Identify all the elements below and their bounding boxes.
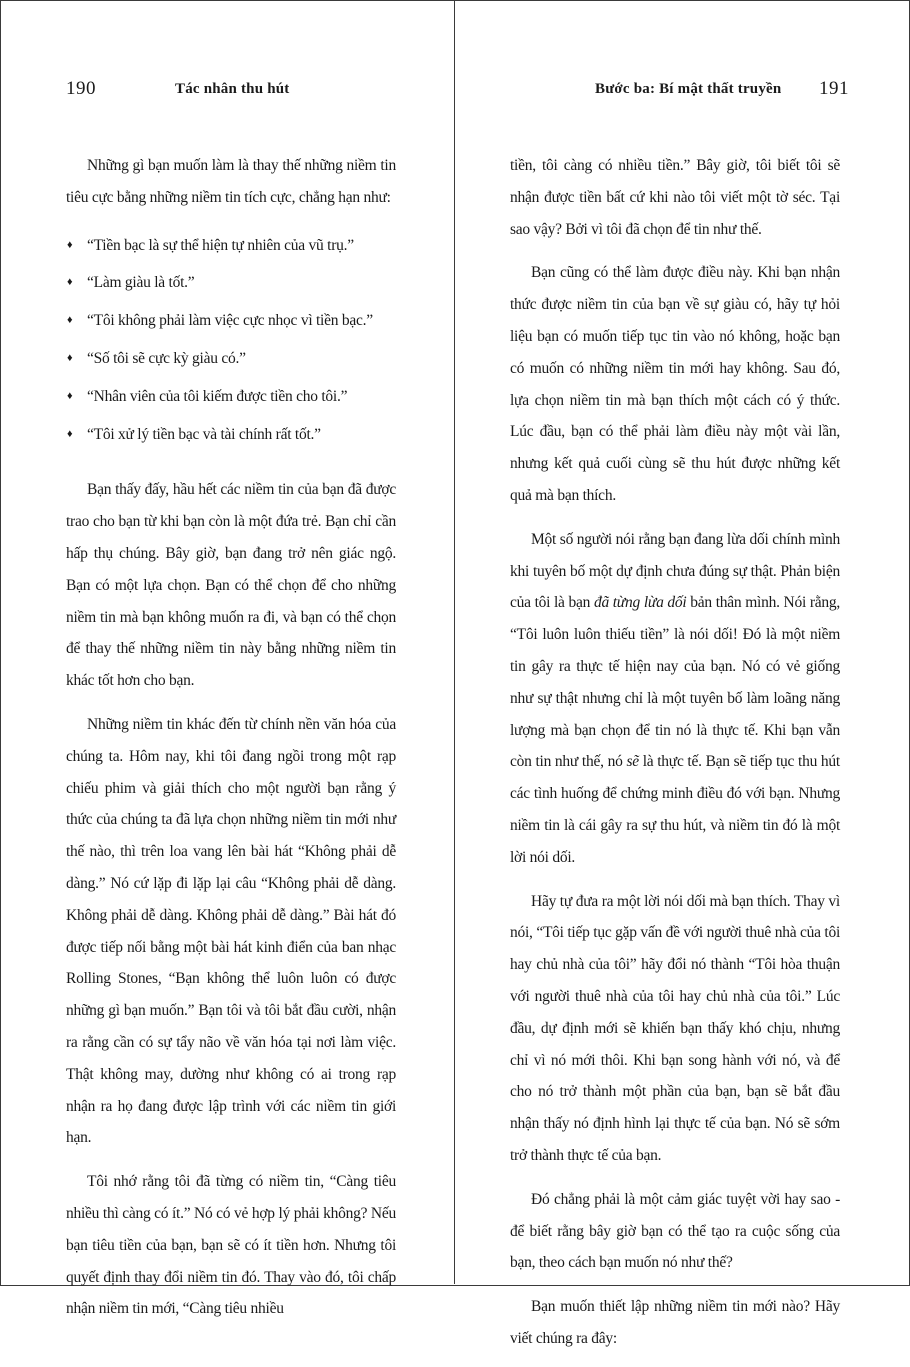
right-page-number: 191 (819, 78, 849, 99)
body-paragraph: Đó chẳng phải là một cảm giác tuyệt vời hay sao - để biết rằng bây giờ bạn có thể tạo ra cuộc sống của bạn, theo cách bạn muốn nó như thế? (510, 1190, 840, 1272)
list-item-text: “Tiền bạc là sự thể hiện tự nhiên của vũ trụ.” (87, 236, 354, 254)
left-running-title: Tác nhân thu hút (175, 81, 290, 97)
list-item-text: “Tôi xử lý tiền bạc và tài chính rất tốt.” (87, 425, 321, 443)
diamond-bullet-icon: ♦ (67, 314, 73, 327)
left-page-body (66, 150, 396, 1337)
list-item-text: “Làm giàu là tốt.” (87, 274, 195, 292)
list-item (66, 381, 396, 413)
emphasis-text: sẽ (626, 753, 639, 771)
diamond-bullet-icon: ♦ (67, 427, 73, 440)
body-paragraph: Bạn muốn thiết lập những niềm tin mới nào? Hãy viết chúng ra đây: (510, 1298, 840, 1347)
body-paragraph: Những niềm tin khác đến từ chính nền văn hóa của chúng ta. Hôm nay, khi tôi đang ngồi trong một rạp chiếu phim và giải thích cho một người bạn rằng ý thức của chúng ta đã lựa chọn những niềm tin mới như thế nào, thì trên loa vang lên bài hát “Không phải dễ dàng.” Nó cứ lặp đi lặp lại câu “Không phải dễ dàng. Không phải dễ dàng. Không phải dễ dàng.” Bài hát đó được tiếp nối bằng một bài hát kinh điển của ban nhạc Rolling Stones, “Bạn không thể luôn luôn có được những gì bạn muốn.” Bạn tôi và tôi bắt đầu cười, nhận ra rằng cần có sự tẩy não về văn hóa tại nơi làm việc. Thật không may, dường như không có ai trong rạp nhận ra họ đang được lập trình với các niềm tin giới hạn. (66, 715, 396, 1147)
list-item (66, 267, 396, 299)
list-item (66, 343, 396, 375)
right-page (455, 0, 908, 1347)
list-item (66, 419, 396, 451)
list-item-text: “Nhân viên của tôi kiếm được tiền cho tôi.” (87, 387, 348, 405)
body-paragraph (510, 524, 840, 874)
body-paragraph: Tôi nhớ rằng tôi đã từng có niềm tin, “Càng tiêu nhiều thì càng có ít.” Nó có vẻ hợp lý phải không? Nếu bạn tiêu tiền của bạn, bạn sẽ có ít tiền hơn. Nhưng tôi quyết định thay đổi niềm tin đó. Thay vào đó, tôi chấp nhận niềm tin mới, “Càng tiêu nhiều (66, 1173, 396, 1318)
body-paragraph: Bạn thấy đấy, hầu hết các niềm tin của bạn đã được trao cho bạn từ khi bạn còn là một đứa trẻ. Bạn chỉ cần hấp thụ chúng. Bây giờ, bạn đang trở nên giác ngộ. Bạn có một lựa chọn. Bạn có thể chọn để cho những niềm tin mà bạn không muốn ra đi, và bạn có thể chọn để thay thế những niềm tin này bằng những niềm tin khác tốt hơn cho bạn. (66, 481, 396, 690)
paragraph-text: bản thân mình. Nói rằng, “Tôi luôn luôn thiếu tiền” là nói dối! Đó là một niềm tin gây ra thực tế hiện nay của bạn. Nó có vẻ giống như sự thật nhưng chỉ là một tuyên bố làm loãng năng lượng mà bạn chọn để tin nó là thực tế. Khi bạn vẫn còn tin như thế, nó (510, 594, 840, 771)
body-paragraph: Bạn cũng có thể làm được điều này. Khi bạn nhận thức được niềm tin của bạn về sự giàu có, hãy tự hỏi liệu bạn có muốn tiếp tục tin vào nó không, hoặc bạn có muốn có những niềm tin mới hay không. Sau đó, lựa chọn niềm tin mà bạn thích một cách có ý thức. Lúc đầu, bạn có thể phải làm điều này một vài lần, nhưng kết quả cuối cùng sẽ thu hút được những kết quả mà bạn thích. (510, 264, 840, 504)
emphasis-text: đã từng lừa dối (593, 594, 687, 612)
list-item-text: “Số tôi sẽ cực kỳ giàu có.” (87, 349, 246, 367)
right-running-title: Bước ba: Bí mật thất truyền (595, 81, 782, 97)
diamond-bullet-icon: ♦ (67, 276, 73, 289)
intro-paragraph: Những gì bạn muốn làm là thay thế những niềm tin tiêu cực bằng những niềm tin tích cực, chẳng hạn như: (66, 157, 396, 206)
diamond-bullet-icon: ♦ (67, 389, 73, 402)
list-item-text: “Tôi không phải làm việc cực nhọc vì tiền bạc.” (87, 312, 373, 330)
diamond-bullet-icon: ♦ (67, 238, 73, 251)
diamond-bullet-icon: ♦ (67, 351, 73, 364)
body-paragraph: Hãy tự đưa ra một lời nói dối mà bạn thích. Thay vì nói, “Tôi tiếp tục gặp vấn đề với người thuê nhà của tôi hay chủ nhà của tôi” hãy đổi nó thành “Tôi hòa thuận với người thuê nhà của tôi hay chủ nhà của tôi.” Lúc đầu, dự định mới sẽ khiến bạn thấy khó chịu, nhưng chỉ vì nó mới thôi. Khi bạn song hành với nó, và để cho nó trở thành một phần của bạn, bạn sẽ bắt đầu nhận thấy nó định hình lại thực tế của bạn. Nó sẽ sớm trở thành thực tế của bạn. (510, 892, 840, 1164)
right-page-body (510, 150, 840, 1367)
continued-paragraph: tiền, tôi càng có nhiều tiền.” Bây giờ, tôi biết tôi sẽ nhận được tiền bất cứ khi nào tôi viết một tờ séc. Tại sao vậy? Bởi vì tôi đã chọn để tin như thế. (510, 157, 840, 238)
paragraph-text: Một số người nói rằng bạn đang lừa dối chính mình khi tuyên bố một dự định chưa đúng sự thật. Phản biện của tôi là bạn (510, 530, 840, 612)
paragraph-text: là thực tế. Bạn sẽ tiếp tục thu hút các tình huống để chứng minh điều đó với bạn. Nhưng niềm tin là cái gây ra sự thu hút, và niềm tin đó là một lời nói dối. (510, 753, 840, 866)
list-item (66, 305, 396, 337)
belief-list (66, 230, 396, 451)
left-page (0, 0, 454, 1318)
left-page-number: 190 (66, 78, 96, 99)
list-item (66, 230, 396, 262)
